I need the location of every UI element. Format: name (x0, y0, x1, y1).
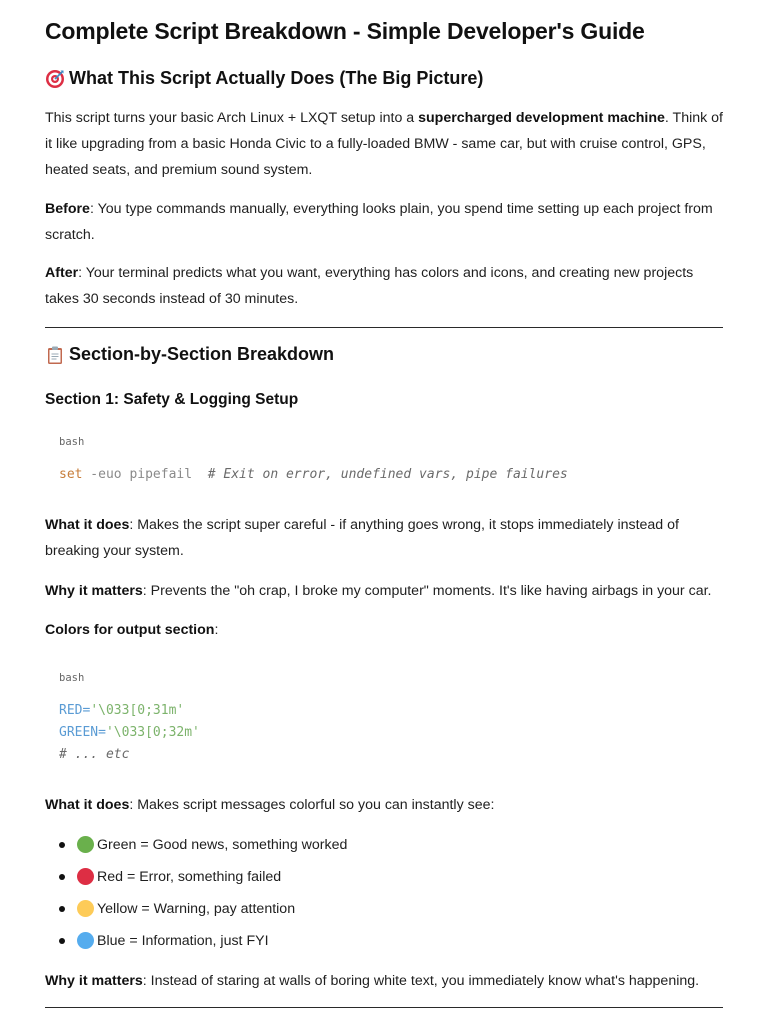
code-line (59, 467, 568, 482)
what-text: : Makes the script super careful - if anything goes wrong, it stops immediately instead of breaking your system. (45, 517, 679, 559)
page-title: Complete Script Breakdown - Simple Developer's Guide (45, 18, 645, 44)
code-flags: -euo pipefail (82, 467, 193, 482)
why-text: : Prevents the "oh crap, I broke my computer" moments. It's like having airbags in your car. (142, 583, 712, 599)
list-item (59, 836, 347, 853)
list-item (59, 868, 281, 885)
divider (45, 327, 723, 328)
list-item-text: Blue = Information, just FYI (97, 932, 269, 949)
intro-text-pre: This script turns your basic Arch Linux + LXQT setup into a (45, 110, 419, 126)
list-item (59, 900, 295, 917)
bullet-dot (59, 874, 65, 880)
what-label: What it does (45, 517, 130, 533)
green-circle-icon (77, 836, 94, 853)
bullet-dot (59, 842, 65, 848)
list-item-text: Red = Error, something failed (97, 868, 282, 885)
why-label: Why it matters (45, 973, 143, 989)
why-text: : Instead of staring at walls of boring white text, you immediately know what's happening. (142, 973, 700, 989)
colors-label-paragraph (45, 617, 725, 643)
code-string: '\033[0;31m' (90, 703, 185, 718)
big-picture-heading-text: What This Script Actually Does (The Big Picture) (69, 68, 484, 88)
code-string: '\033[0;32m' (105, 725, 200, 740)
why-label: Why it matters (45, 583, 143, 599)
code-var: RED= (59, 703, 91, 718)
list-item-text: Green = Good news, something worked (97, 836, 348, 853)
what-it-does-2 (45, 792, 725, 818)
list-item-text: Yellow = Warning, pay attention (97, 900, 296, 917)
intro-paragraph (45, 105, 725, 183)
code-lang-label: bash (59, 436, 85, 448)
after-label: After (45, 265, 79, 281)
intro-text-post: . Think of it like upgrading from a basic Honda Civic to a fully-loaded BMW - same car, but with cruise control, GPS, heated seats, and premium sound system. (45, 110, 723, 178)
breakdown-heading (45, 344, 334, 365)
before-paragraph (45, 196, 725, 248)
big-picture-heading (45, 68, 483, 89)
code-lang-label: bash (59, 672, 85, 684)
what-text: : Makes script messages colorful so you can instantly see: (129, 797, 495, 813)
yellow-circle-icon (77, 900, 94, 917)
red-circle-icon (77, 868, 94, 885)
code-block-1 (45, 425, 723, 495)
breakdown-heading-text: Section-by-Section Breakdown (69, 344, 335, 364)
target-icon (45, 69, 65, 89)
what-label: What it does (45, 797, 130, 813)
list-item (59, 932, 269, 949)
code-comment: # ... etc (59, 747, 130, 762)
code-keyword: set (59, 467, 83, 482)
code-block-2 (45, 660, 723, 770)
after-paragraph (45, 260, 725, 312)
bullet-dot (59, 938, 65, 944)
why-it-matters-2 (45, 968, 725, 994)
after-text: : Your terminal predicts what you want, everything has colors and icons, and creating new projects takes 30 seconds instead of 30 minutes. (45, 265, 694, 307)
before-text: : You type commands manually, everything looks plain, you spend time setting up each project from scratch. (45, 201, 713, 243)
code-line (59, 725, 200, 740)
code-var: GREEN= (59, 725, 106, 740)
blue-circle-icon (77, 932, 94, 949)
bullet-dot (59, 906, 65, 912)
section1-heading: Section 1: Safety & Logging Setup (45, 391, 299, 408)
colors-colon: : (214, 622, 219, 638)
what-it-does-1 (45, 512, 725, 564)
why-it-matters-1 (45, 578, 725, 604)
before-label: Before (45, 201, 90, 217)
code-line (59, 703, 184, 718)
code-comment: # Exit on error, undefined vars, pipe failures (192, 467, 568, 482)
clipboard-icon (45, 345, 65, 365)
divider (45, 1007, 723, 1008)
intro-text-bold: supercharged development machine (418, 110, 665, 126)
colors-label: Colors for output section (45, 622, 215, 638)
